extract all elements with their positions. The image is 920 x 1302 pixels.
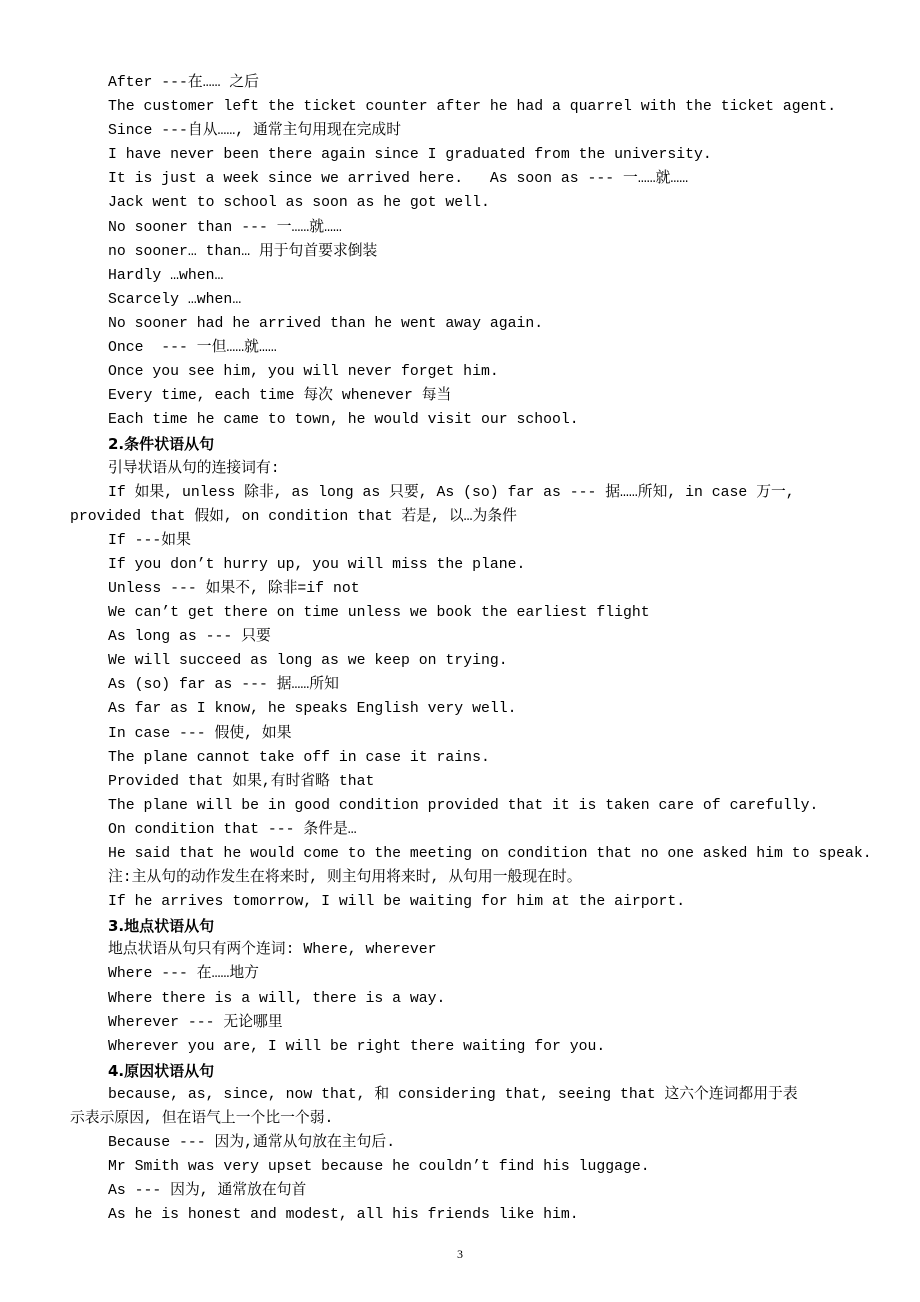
text-line: The plane will be in good condition provided that it is taken care of carefully. <box>108 797 819 814</box>
text-line: Once you see him, you will never forget him. <box>108 364 499 381</box>
section-heading: 2.条件状语从句 <box>108 435 215 454</box>
text-line: Mr Smith was very upset because he couldn’t find his luggage. <box>108 1159 650 1176</box>
text-line: Once --- 一但……就…… <box>108 340 277 357</box>
section-heading: 3.地点状语从句 <box>108 917 215 936</box>
section-heading: 4.原因状语从句 <box>108 1061 215 1080</box>
text-line: 地点状语从句只有两个连词: Where, wherever <box>108 942 437 959</box>
text-line: As (so) far as --- 据……所知 <box>108 677 339 694</box>
text-line: The plane cannot take off in case it rains. <box>108 749 490 766</box>
text-line: Unless --- 如果不, 除非=if not <box>108 580 360 597</box>
text-line: Because --- 因为,通常从句放在主句后. <box>108 1135 396 1152</box>
text-line: Where --- 在……地方 <box>108 966 259 983</box>
text-line: If 如果, unless 除非, as long as 只要, As (so) far as --- 据……所知, in case 万一, <box>108 484 795 501</box>
text-line: no sooner… than… 用于句首要求倒装 <box>108 243 378 260</box>
text-line: After ---在…… 之后 <box>108 75 259 91</box>
text-line: Since ---自从……, 通常主句用现在完成时 <box>108 123 401 140</box>
text-line: If you don’t hurry up, you will miss the plane. <box>108 556 526 573</box>
document-body <box>70 71 870 1228</box>
text-line: As he is honest and modest, all his friends like him. <box>108 1207 579 1224</box>
text-line: As long as --- 只要 <box>108 629 271 646</box>
text-line: I have never been there again since I graduated from the university. <box>108 147 712 164</box>
text-line: 引导状语从句的连接词有: <box>108 460 280 477</box>
text-line: Scarcely …when… <box>108 291 242 308</box>
text-line: Every time, each time 每次 whenever 每当 <box>108 388 452 405</box>
text-line: We will succeed as long as we keep on trying. <box>108 653 508 670</box>
text-line: As far as I know, he speaks English very well. <box>108 701 517 718</box>
text-line: No sooner had he arrived than he went away again. <box>108 315 544 332</box>
text-line: Jack went to school as soon as he got well. <box>108 195 490 212</box>
text-line: 注:主从句的动作发生在将来时, 则主句用将来时, 从句用一般现在时。 <box>108 870 582 887</box>
text-line: As --- 因为, 通常放在句首 <box>108 1183 307 1200</box>
text-line: We can’t get there on time unless we book the earliest flight <box>108 605 650 622</box>
text-line: The customer left the ticket counter after he had a quarrel with the ticket agent. <box>108 99 837 116</box>
text-line: If ---如果 <box>108 532 191 549</box>
text-line: Provided that 如果,有时省略 that <box>108 773 375 790</box>
text-line: because, as, since, now that, 和 considering that, seeing that 这六个连词都用于表 <box>108 1086 798 1103</box>
text-line: If he arrives tomorrow, I will be waiting for him at the airport. <box>108 894 686 911</box>
text-line: It is just a week since we arrived here. As soon as --- 一……就…… <box>108 171 689 188</box>
text-line: In case --- 假使, 如果 <box>108 725 292 742</box>
text-line: On condition that --- 条件是… <box>108 821 357 838</box>
text-line: Wherever you are, I will be right there waiting for you. <box>108 1038 606 1055</box>
page-number: 3 <box>457 1247 463 1261</box>
text-line: provided that 假如, on condition that 若是, 以…为条件 <box>70 508 517 525</box>
text-line: 示表示原因, 但在语气上一个比一个弱. <box>70 1111 334 1128</box>
text-line: Hardly …when… <box>108 267 224 284</box>
text-line: Wherever --- 无论哪里 <box>108 1014 283 1031</box>
text-line: Where there is a will, there is a way. <box>108 990 446 1007</box>
text-line: Each time he came to town, he would visit our school. <box>108 412 579 429</box>
text-line: No sooner than --- 一……就…… <box>108 219 342 236</box>
text-line: He said that he would come to the meeting on condition that no one asked him to speak. <box>108 846 872 862</box>
